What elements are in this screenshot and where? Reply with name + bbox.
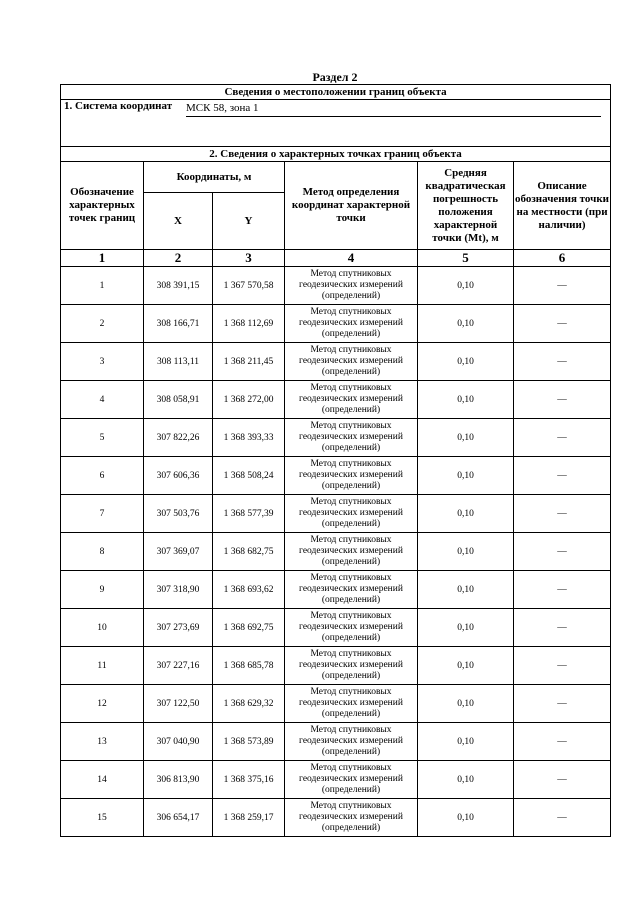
method-cell: Метод спутниковых геодезических измерений (определений) [285,761,418,799]
error-value: 0,10 [418,533,514,571]
method-cell: Метод спутниковых геодезических измерений (определений) [285,419,418,457]
coordinate-y: 1 368 211,45 [213,343,285,381]
method-cell: Метод спутниковых геодезических измерений (определений) [285,799,418,837]
coordinate-y: 1 368 393,33 [213,419,285,457]
coordinate-y: 1 368 112,69 [213,305,285,343]
method-cell: Метод спутниковых геодезических измерений (определений) [285,495,418,533]
description-cell: — [514,305,611,343]
method-cell: Метод спутниковых геодезических измерений (определений) [285,533,418,571]
method-cell: Метод спутниковых геодезических измерений (определений) [285,647,418,685]
method-cell: Метод спутниковых геодезических измерений (определений) [285,381,418,419]
error-value: 0,10 [418,647,514,685]
description-cell: — [514,267,611,305]
error-value: 0,10 [418,419,514,457]
coordinate-y: 1 368 577,39 [213,495,285,533]
point-number: 11 [61,647,144,685]
table-row [61,761,611,799]
error-value: 0,10 [418,685,514,723]
coordinate-x: 307 040,90 [144,723,213,761]
header-coordinates: Координаты, м [144,162,285,193]
coordinate-x: 308 113,11 [144,343,213,381]
point-number: 13 [61,723,144,761]
coordinate-x: 307 606,36 [144,457,213,495]
coordinate-system-label: 1. Система координат [64,100,173,112]
table-row [61,609,611,647]
column-numbers-row [61,250,611,267]
block1-heading: Сведения о местоположении границ объекта [61,85,611,100]
error-value: 0,10 [418,267,514,305]
coordinate-y: 1 368 508,24 [213,457,285,495]
point-number: 12 [61,685,144,723]
error-value: 0,10 [418,381,514,419]
block2-heading: 2. Сведения о характерных точках границ объекта [61,147,611,162]
coordinate-y: 1 368 272,00 [213,381,285,419]
coordinate-y: 1 368 259,17 [213,799,285,837]
point-number: 1 [61,267,144,305]
coordinate-x: 308 058,91 [144,381,213,419]
coordinate-x: 308 166,71 [144,305,213,343]
table-row [61,343,611,381]
coordinate-y: 1 368 629,32 [213,685,285,723]
table-row [61,419,611,457]
coordinate-y: 1 368 375,16 [213,761,285,799]
coordinate-y: 1 367 570,58 [213,267,285,305]
method-cell: Метод спутниковых геодезических измерений (определений) [285,267,418,305]
coordinate-x: 307 318,90 [144,571,213,609]
header-x: X [144,193,213,250]
coordinate-x: 307 227,16 [144,647,213,685]
column-number: 1 [61,250,144,267]
description-cell: — [514,723,611,761]
table-row [61,723,611,761]
coordinate-x: 306 813,90 [144,761,213,799]
method-cell: Метод спутниковых геодезических измерений (определений) [285,457,418,495]
description-cell: — [514,609,611,647]
point-number: 7 [61,495,144,533]
document-page [60,70,610,837]
boundaries-table [60,84,611,837]
table-row [61,571,611,609]
description-cell: — [514,685,611,723]
coordinate-x: 307 122,50 [144,685,213,723]
method-cell: Метод спутниковых геодезических измерений (определений) [285,723,418,761]
description-cell: — [514,571,611,609]
table-row [61,305,611,343]
table-row [61,647,611,685]
coordinate-x: 307 503,76 [144,495,213,533]
error-value: 0,10 [418,571,514,609]
description-cell: — [514,343,611,381]
table-row [61,457,611,495]
method-cell: Метод спутниковых геодезических измерений (определений) [285,305,418,343]
header-designation: Обозначение характерных точек границ [61,162,144,250]
point-number: 14 [61,761,144,799]
description-cell: — [514,799,611,837]
coordinate-x: 306 654,17 [144,799,213,837]
coordinate-y: 1 368 685,78 [213,647,285,685]
description-cell: — [514,495,611,533]
table-row [61,267,611,305]
coordinate-y: 1 368 573,89 [213,723,285,761]
description-cell: — [514,457,611,495]
error-value: 0,10 [418,495,514,533]
coordinate-y: 1 368 693,62 [213,571,285,609]
header-error: Средняя квадратическая погрешность положения характерной точки (Mt), м [418,162,514,250]
error-value: 0,10 [418,343,514,381]
error-value: 0,10 [418,305,514,343]
method-cell: Метод спутниковых геодезических измерений (определений) [285,609,418,647]
point-number: 4 [61,381,144,419]
error-value: 0,10 [418,723,514,761]
table-row [61,381,611,419]
coordinate-x: 307 822,26 [144,419,213,457]
header-y: Y [213,193,285,250]
point-number: 8 [61,533,144,571]
column-number: 6 [514,250,611,267]
table-row [61,533,611,571]
point-number: 2 [61,305,144,343]
description-cell: — [514,533,611,571]
point-number: 10 [61,609,144,647]
header-description: Описание обозначения точки на местности (при наличии) [514,162,611,250]
table-row [61,685,611,723]
coordinate-x: 308 391,15 [144,267,213,305]
header-method: Метод определения координат характерной точки [285,162,418,250]
error-value: 0,10 [418,609,514,647]
error-value: 0,10 [418,761,514,799]
description-cell: — [514,381,611,419]
coordinate-y: 1 368 682,75 [213,533,285,571]
method-cell: Метод спутниковых геодезических измерений (определений) [285,685,418,723]
coordinate-x: 307 369,07 [144,533,213,571]
column-number: 2 [144,250,213,267]
method-cell: Метод спутниковых геодезических измерений (определений) [285,571,418,609]
column-number: 5 [418,250,514,267]
point-number: 15 [61,799,144,837]
description-cell: — [514,647,611,685]
point-number: 6 [61,457,144,495]
coordinate-system-value: МСК 58, зона 1 [186,100,601,117]
description-cell: — [514,419,611,457]
column-number: 4 [285,250,418,267]
method-cell: Метод спутниковых геодезических измерений (определений) [285,343,418,381]
error-value: 0,10 [418,799,514,837]
column-number: 3 [213,250,285,267]
description-cell: — [514,761,611,799]
table-row [61,495,611,533]
error-value: 0,10 [418,457,514,495]
coordinate-y: 1 368 692,75 [213,609,285,647]
table-row [61,799,611,837]
point-number: 3 [61,343,144,381]
coordinate-x: 307 273,69 [144,609,213,647]
point-number: 5 [61,419,144,457]
point-number: 9 [61,571,144,609]
section-title: Раздел 2 [312,70,358,84]
